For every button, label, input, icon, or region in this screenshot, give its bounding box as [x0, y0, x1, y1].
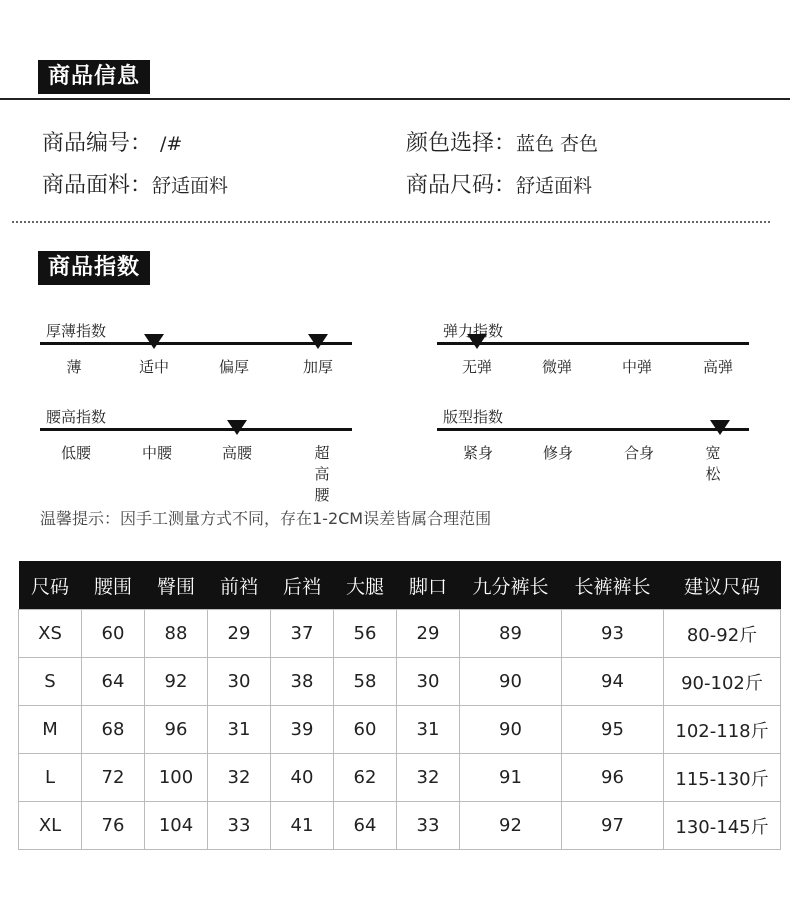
scale-line — [40, 342, 352, 345]
table-row — [19, 802, 781, 850]
table-cell: 32 — [208, 754, 271, 802]
table-cell: 96 — [562, 754, 664, 802]
size-value: 舒适面料 — [516, 175, 593, 197]
section-title-product-index: 商品指数 — [38, 251, 150, 285]
table-cell: S — [19, 658, 82, 706]
table-cell: 30 — [397, 658, 460, 706]
table-cell: 39 — [271, 706, 334, 754]
scale-selected-marker-icon — [467, 334, 487, 349]
table-cell: 33 — [397, 802, 460, 850]
dotted-divider — [12, 221, 770, 223]
table-header-cell: 后裆 — [271, 561, 334, 610]
measurement-note: 温馨提示：因手工测量方式不同，存在1-2CM误差皆属合理范围 — [40, 509, 492, 528]
scale-option: 合身 — [623, 444, 655, 462]
table-cell: 89 — [460, 610, 562, 658]
product-code-field — [42, 126, 182, 157]
table-cell: M — [19, 706, 82, 754]
table-cell: 92 — [460, 802, 562, 850]
size-table — [18, 561, 781, 850]
table-header-cell: 建议尺码 — [664, 561, 781, 610]
table-cell: 130-145斤 — [664, 802, 781, 850]
scale-name: 厚薄指数 — [46, 322, 107, 340]
table-cell: 95 — [562, 706, 664, 754]
table-row — [19, 610, 781, 658]
fabric-value: 舒适面料 — [152, 175, 229, 197]
table-row — [19, 754, 781, 802]
table-header-cell: 脚口 — [397, 561, 460, 610]
table-cell: 31 — [397, 706, 460, 754]
scale-option: 中腰 — [141, 444, 173, 462]
table-cell: XL — [19, 802, 82, 850]
table-row — [19, 658, 781, 706]
section-title-product-info: 商品信息 — [38, 60, 150, 94]
table-cell: 94 — [562, 658, 664, 706]
table-cell: 29 — [397, 610, 460, 658]
table-cell: 60 — [82, 610, 145, 658]
table-cell: 100 — [145, 754, 208, 802]
table-cell: 104 — [145, 802, 208, 850]
table-cell: 68 — [82, 706, 145, 754]
table-header-cell: 尺码 — [19, 561, 82, 610]
table-cell: 29 — [208, 610, 271, 658]
table-cell: 60 — [334, 706, 397, 754]
table-cell: 58 — [334, 658, 397, 706]
table-cell: 97 — [562, 802, 664, 850]
table-cell: 115-130斤 — [664, 754, 781, 802]
table-header-cell: 臀围 — [145, 561, 208, 610]
table-cell: 64 — [334, 802, 397, 850]
scale-line — [40, 428, 352, 431]
scale-option: 无弹 — [461, 358, 493, 376]
scale-option: 高腰 — [221, 444, 253, 462]
table-row — [19, 706, 781, 754]
table-cell: 91 — [460, 754, 562, 802]
table-cell: 62 — [334, 754, 397, 802]
table-cell: 80-92斤 — [664, 610, 781, 658]
table-cell: 32 — [397, 754, 460, 802]
table-cell: 31 — [208, 706, 271, 754]
table-cell: 93 — [562, 610, 664, 658]
product-code-value: /# — [160, 133, 183, 155]
scale-option: 微弹 — [541, 358, 573, 376]
table-cell: 102-118斤 — [664, 706, 781, 754]
table-cell: 64 — [82, 658, 145, 706]
table-cell: L — [19, 754, 82, 802]
color-value: 蓝色 杏色 — [516, 133, 599, 155]
table-cell: 37 — [271, 610, 334, 658]
table-cell: XS — [19, 610, 82, 658]
scale-option: 中弹 — [621, 358, 653, 376]
table-cell: 41 — [271, 802, 334, 850]
table-header-cell: 腰围 — [82, 561, 145, 610]
scale-name: 版型指数 — [443, 408, 504, 426]
table-cell: 72 — [82, 754, 145, 802]
table-cell: 56 — [334, 610, 397, 658]
scale-option: 宽松 — [705, 444, 721, 483]
scale-option: 加厚 — [302, 358, 334, 376]
color-label: 颜色选择： — [406, 131, 517, 156]
fabric-label: 商品面料： — [42, 173, 153, 198]
table-cell: 38 — [271, 658, 334, 706]
fabric-field — [42, 168, 228, 199]
table-header-cell: 前裆 — [208, 561, 271, 610]
scale-selected-marker-icon — [227, 420, 247, 435]
product-code-label: 商品编号： — [42, 131, 153, 156]
scale-line — [437, 428, 749, 431]
scale-name: 腰高指数 — [46, 408, 107, 426]
table-cell: 30 — [208, 658, 271, 706]
table-header-cell: 大腿 — [334, 561, 397, 610]
scale-option: 高弹 — [702, 358, 734, 376]
scale-selected-marker-icon — [144, 334, 164, 349]
scale-option: 紧身 — [462, 444, 494, 462]
scale-option: 低腰 — [60, 444, 92, 462]
scale-option: 修身 — [542, 444, 574, 462]
scale-option: 适中 — [138, 358, 170, 376]
scale-option: 偏厚 — [218, 358, 250, 376]
table-cell: 90 — [460, 658, 562, 706]
scale-name: 弹力指数 — [443, 322, 504, 340]
size-field — [406, 168, 592, 199]
table-header-row — [19, 561, 781, 610]
table-header-cell: 九分裤长 — [460, 561, 562, 610]
scale-option: 超高腰 — [314, 444, 330, 504]
scale-selected-marker-icon — [710, 420, 730, 435]
size-label: 商品尺码： — [406, 173, 517, 198]
color-field — [406, 126, 598, 157]
section-divider — [0, 98, 790, 100]
table-header-cell: 长裤裤长 — [562, 561, 664, 610]
table-cell: 76 — [82, 802, 145, 850]
scale-selected-marker-icon — [308, 334, 328, 349]
table-cell: 33 — [208, 802, 271, 850]
table-cell: 92 — [145, 658, 208, 706]
table-cell: 96 — [145, 706, 208, 754]
table-body — [19, 610, 781, 850]
table-cell: 90-102斤 — [664, 658, 781, 706]
table-cell: 88 — [145, 610, 208, 658]
table-cell: 40 — [271, 754, 334, 802]
scale-option: 薄 — [66, 358, 82, 376]
table-cell: 90 — [460, 706, 562, 754]
